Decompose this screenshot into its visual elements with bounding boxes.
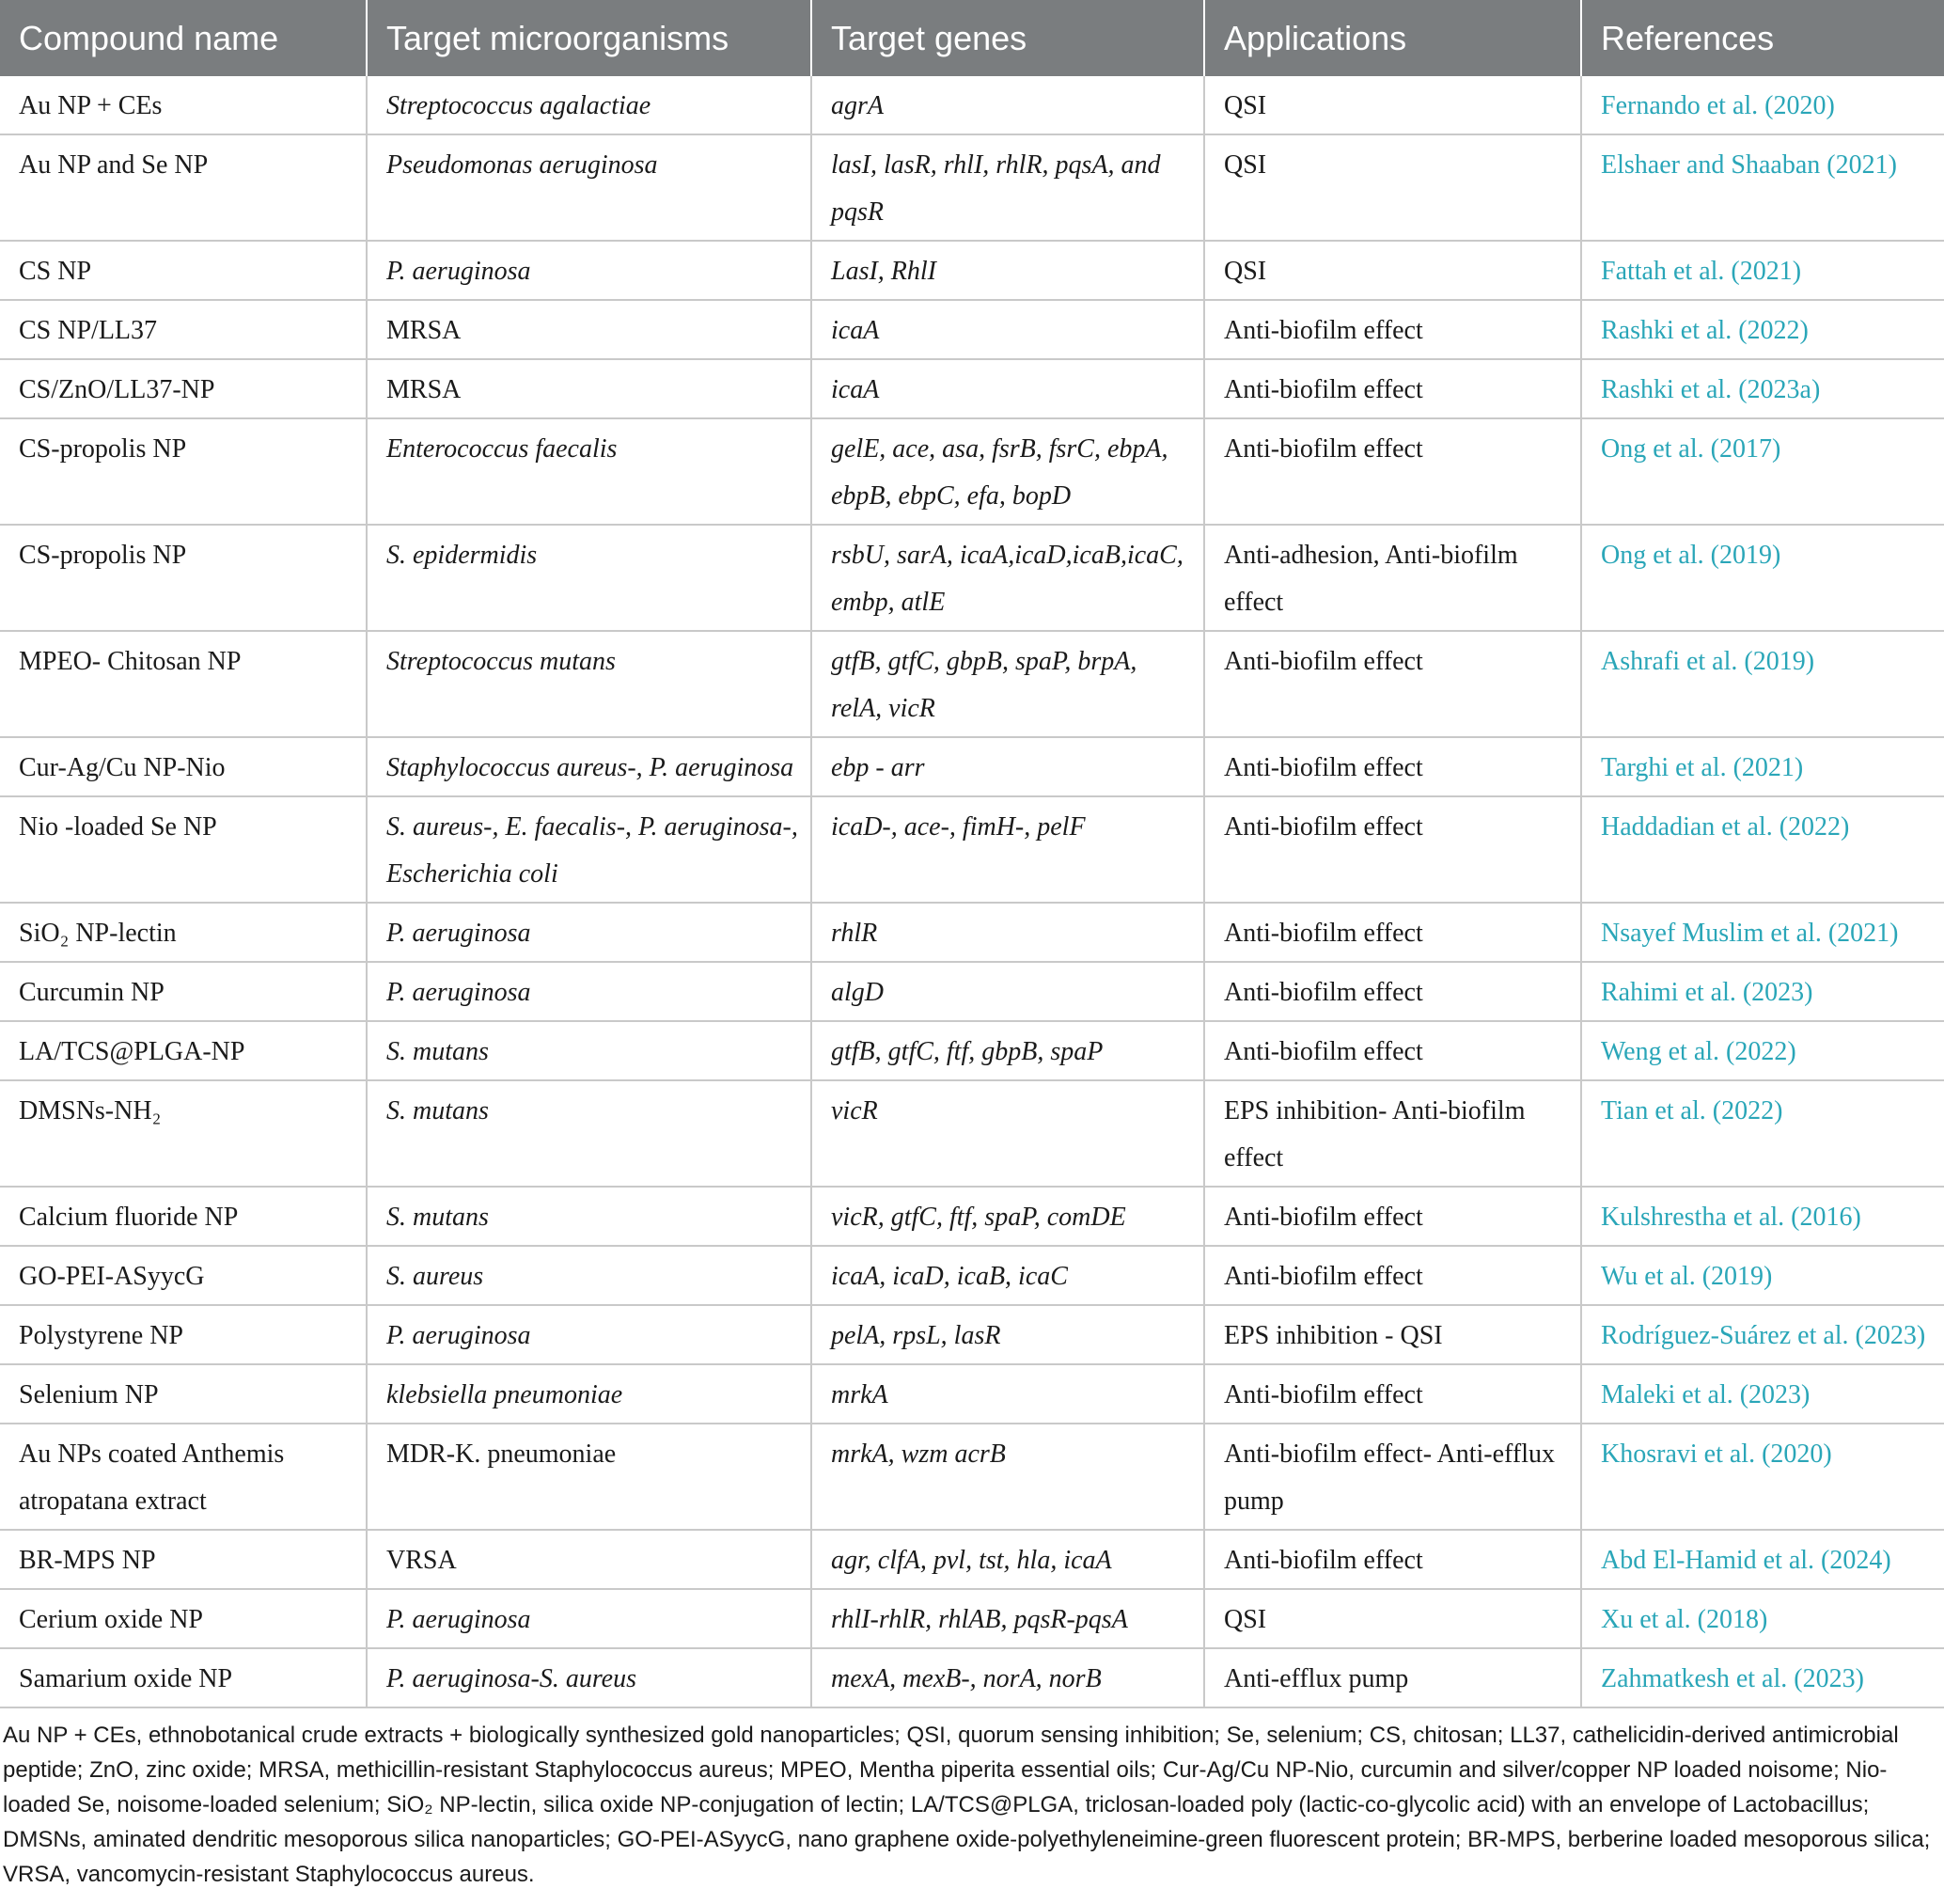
table-row bbox=[0, 525, 1944, 631]
cell-application: Anti-biofilm effect bbox=[1204, 1364, 1581, 1424]
table-row bbox=[0, 300, 1944, 359]
cell-compound: Samarium oxide NP bbox=[0, 1648, 367, 1707]
reference-link[interactable]: Weng et al. (2022) bbox=[1581, 1021, 1944, 1080]
reference-link[interactable]: Targhi et al. (2021) bbox=[1581, 737, 1944, 796]
cell-application: Anti-biofilm effect bbox=[1204, 796, 1581, 903]
cell-genes: icaA bbox=[811, 300, 1204, 359]
cell-application: QSI bbox=[1204, 241, 1581, 300]
table-row bbox=[0, 1187, 1944, 1246]
cell-organisms: S. aureus-, E. faecalis-, P. aeruginosa-, Escherichia coli bbox=[367, 796, 811, 903]
cell-organisms: Enterococcus faecalis bbox=[367, 418, 811, 525]
cell-application: Anti-biofilm effect bbox=[1204, 1246, 1581, 1305]
reference-link[interactable]: Rodríguez-Suárez et al. (2023) bbox=[1581, 1305, 1944, 1364]
cell-compound: BR-MPS NP bbox=[0, 1530, 367, 1589]
reference-link[interactable]: Haddadian et al. (2022) bbox=[1581, 796, 1944, 903]
cell-genes: icaD-, ace-, fimH-, pelF bbox=[811, 796, 1204, 903]
cell-genes: ebp - arr bbox=[811, 737, 1204, 796]
cell-genes: gelE, ace, asa, fsrB, fsrC, ebpA, ebpB, ebpC, efa, bopD bbox=[811, 418, 1204, 525]
header-compound: Compound name bbox=[0, 0, 367, 76]
cell-organisms: Streptococcus agalactiae bbox=[367, 76, 811, 134]
table-row bbox=[0, 1589, 1944, 1648]
cell-application: Anti-biofilm effect bbox=[1204, 1530, 1581, 1589]
table-row bbox=[0, 631, 1944, 737]
cell-organisms: MRSA bbox=[367, 359, 811, 418]
reference-link[interactable]: Rahimi et al. (2023) bbox=[1581, 962, 1944, 1021]
cell-genes: rhlR bbox=[811, 903, 1204, 962]
table-row bbox=[0, 903, 1944, 962]
cell-application: QSI bbox=[1204, 134, 1581, 241]
cell-organisms: S. mutans bbox=[367, 1187, 811, 1246]
reference-link[interactable]: Abd El-Hamid et al. (2024) bbox=[1581, 1530, 1944, 1589]
reference-link[interactable]: Maleki et al. (2023) bbox=[1581, 1364, 1944, 1424]
table-footnote: Au NP + CEs, ethnobotanical crude extracts + biologically synthesized gold nanoparticles; QSI, quorum sensing inhibition; Se, selenium; CS, chitosan; LL37, cathelicidin-derived antimicrobial peptide; ZnO, zinc oxide; MRSA, methicillin-resistant Staphylococcus aureus; MPEO, Mentha piperita essential oils; Cur-Ag/Cu NP-Nio, curcumin and silver/copper NP loaded noisome; Nio-loaded Se, noisome-loaded selenium; SiO₂ NP-lectin, silica oxide NP-conjugation of lectin; LA/TCS@PLGA, triclosan-loaded poly (lactic-co-glycolic acid) with an envelope of Lactobacillus; DMSNs, aminated dendritic mesoporous silica nanoparticles; GO-PEI-ASyycG, nano graphene oxide-polyethyleneimine-green fluorescent protein; BR-MPS, berberine loaded mesoporous silica; VRSA, vancomycin-resistant Staphylococcus aureus. bbox=[3, 1723, 1931, 1887]
cell-organisms: P. aeruginosa bbox=[367, 962, 811, 1021]
table-row bbox=[0, 1246, 1944, 1305]
cell-compound: Calcium fluoride NP bbox=[0, 1187, 367, 1246]
reference-link[interactable]: Nsayef Muslim et al. (2021) bbox=[1581, 903, 1944, 962]
table-row bbox=[0, 1530, 1944, 1589]
cell-genes: gtfB, gtfC, ftf, gbpB, spaP bbox=[811, 1021, 1204, 1080]
cell-application: Anti-biofilm effect bbox=[1204, 359, 1581, 418]
cell-genes: gtfB, gtfC, gbpB, spaP, brpA, relA, vicR bbox=[811, 631, 1204, 737]
cell-application: EPS inhibition - QSI bbox=[1204, 1305, 1581, 1364]
reference-link[interactable]: Kulshrestha et al. (2016) bbox=[1581, 1187, 1944, 1246]
cell-organisms: P. aeruginosa bbox=[367, 241, 811, 300]
cell-compound: Selenium NP bbox=[0, 1364, 367, 1424]
cell-compound: LA/TCS@PLGA-NP bbox=[0, 1021, 367, 1080]
cell-compound: Cerium oxide NP bbox=[0, 1589, 367, 1648]
cell-compound: Curcumin NP bbox=[0, 962, 367, 1021]
cell-application: Anti-biofilm effect bbox=[1204, 962, 1581, 1021]
cell-compound: Au NP and Se NP bbox=[0, 134, 367, 241]
cell-compound: MPEO- Chitosan NP bbox=[0, 631, 367, 737]
cell-genes: mrkA, wzm acrB bbox=[811, 1424, 1204, 1530]
table-row bbox=[0, 1305, 1944, 1364]
reference-link[interactable]: Khosravi et al. (2020) bbox=[1581, 1424, 1944, 1530]
cell-organisms: P. aeruginosa bbox=[367, 1589, 811, 1648]
cell-application: Anti-efflux pump bbox=[1204, 1648, 1581, 1707]
table-row bbox=[0, 1080, 1944, 1187]
table-row bbox=[0, 1364, 1944, 1424]
cell-genes: pelA, rpsL, lasR bbox=[811, 1305, 1204, 1364]
cell-organisms: S. mutans bbox=[367, 1021, 811, 1080]
cell-genes: agr, clfA, pvl, tst, hla, icaA bbox=[811, 1530, 1204, 1589]
table-row bbox=[0, 76, 1944, 134]
cell-compound: CS/ZnO/LL37-NP bbox=[0, 359, 367, 418]
cell-genes: algD bbox=[811, 962, 1204, 1021]
cell-compound: GO-PEI-ASyycG bbox=[0, 1246, 367, 1305]
reference-link[interactable]: Ong et al. (2017) bbox=[1581, 418, 1944, 525]
cell-application: QSI bbox=[1204, 1589, 1581, 1648]
reference-link[interactable]: Xu et al. (2018) bbox=[1581, 1589, 1944, 1648]
reference-link[interactable]: Fernando et al. (2020) bbox=[1581, 76, 1944, 134]
header-row bbox=[0, 0, 1944, 76]
cell-organisms: klebsiella pneumoniae bbox=[367, 1364, 811, 1424]
header-references: References bbox=[1581, 0, 1944, 76]
cell-genes: mrkA bbox=[811, 1364, 1204, 1424]
cell-genes: icaA bbox=[811, 359, 1204, 418]
reference-link[interactable]: Zahmatkesh et al. (2023) bbox=[1581, 1648, 1944, 1707]
reference-link[interactable]: Wu et al. (2019) bbox=[1581, 1246, 1944, 1305]
cell-genes: vicR, gtfC, ftf, spaP, comDE bbox=[811, 1187, 1204, 1246]
cell-genes: mexA, mexB-, norA, norB bbox=[811, 1648, 1204, 1707]
table-row bbox=[0, 737, 1944, 796]
cell-organisms: Staphylococcus aureus-, P. aeruginosa bbox=[367, 737, 811, 796]
cell-organisms: S. mutans bbox=[367, 1080, 811, 1187]
cell-organisms: Streptococcus mutans bbox=[367, 631, 811, 737]
cell-compound: Cur-Ag/Cu NP-Nio bbox=[0, 737, 367, 796]
header-genes: Target genes bbox=[811, 0, 1204, 76]
cell-organisms: P. aeruginosa bbox=[367, 903, 811, 962]
table-row bbox=[0, 241, 1944, 300]
cell-application: Anti-biofilm effect bbox=[1204, 737, 1581, 796]
table-row bbox=[0, 1424, 1944, 1530]
cell-compound: Nio -loaded Se NP bbox=[0, 796, 367, 903]
cell-genes: LasI, RhlI bbox=[811, 241, 1204, 300]
cell-application: Anti-biofilm effect bbox=[1204, 300, 1581, 359]
cell-genes: lasI, lasR, rhlI, rhlR, pqsA, and pqsR bbox=[811, 134, 1204, 241]
cell-organisms: MDR-K. pneumoniae bbox=[367, 1424, 811, 1530]
cell-organisms: P. aeruginosa-S. aureus bbox=[367, 1648, 811, 1707]
table-body bbox=[0, 76, 1944, 1707]
cell-compound: CS NP bbox=[0, 241, 367, 300]
table-row bbox=[0, 134, 1944, 241]
cell-genes: agrA bbox=[811, 76, 1204, 134]
header-applications: Applications bbox=[1204, 0, 1581, 76]
table-row bbox=[0, 962, 1944, 1021]
cell-application: Anti-biofilm effect bbox=[1204, 1187, 1581, 1246]
cell-application: QSI bbox=[1204, 76, 1581, 134]
reference-link[interactable]: Rashki et al. (2022) bbox=[1581, 300, 1944, 359]
cell-application: Anti-biofilm effect bbox=[1204, 418, 1581, 525]
reference-link[interactable]: Ashrafi et al. (2019) bbox=[1581, 631, 1944, 737]
reference-link[interactable]: Ong et al. (2019) bbox=[1581, 525, 1944, 631]
cell-genes: vicR bbox=[811, 1080, 1204, 1187]
cell-application: Anti-biofilm effect bbox=[1204, 1021, 1581, 1080]
table-row bbox=[0, 796, 1944, 903]
reference-link[interactable]: Fattah et al. (2021) bbox=[1581, 241, 1944, 300]
cell-compound: CS-propolis NP bbox=[0, 525, 367, 631]
table-row bbox=[0, 1021, 1944, 1080]
table-row bbox=[0, 418, 1944, 525]
cell-compound: Au NPs coated Anthemis atropatana extract bbox=[0, 1424, 367, 1530]
cell-application: Anti-biofilm effect- Anti-efflux pump bbox=[1204, 1424, 1581, 1530]
cell-application: Anti-biofilm effect bbox=[1204, 903, 1581, 962]
cell-compound: DMSNs-NH₂ bbox=[0, 1080, 367, 1187]
cell-application: Anti-adhesion, Anti-biofilm effect bbox=[1204, 525, 1581, 631]
cell-compound: SiO₂ NP-lectin bbox=[0, 903, 367, 962]
table-row bbox=[0, 1648, 1944, 1707]
cell-compound: CS-propolis NP bbox=[0, 418, 367, 525]
cell-organisms: P. aeruginosa bbox=[367, 1305, 811, 1364]
cell-compound: Au NP + CEs bbox=[0, 76, 367, 134]
reference-link[interactable]: Elshaer and Shaaban (2021) bbox=[1581, 134, 1944, 241]
cell-organisms: S. aureus bbox=[367, 1246, 811, 1305]
cell-genes: rsbU, sarA, icaA,icaD,icaB,icaC, embp, atlE bbox=[811, 525, 1204, 631]
cell-organisms: VRSA bbox=[367, 1530, 811, 1589]
reference-link[interactable]: Rashki et al. (2023a) bbox=[1581, 359, 1944, 418]
header-organisms: Target microorganisms bbox=[367, 0, 811, 76]
cell-compound: CS NP/LL37 bbox=[0, 300, 367, 359]
reference-link[interactable]: Tian et al. (2022) bbox=[1581, 1080, 1944, 1187]
cell-organisms: MRSA bbox=[367, 300, 811, 359]
cell-application: Anti-biofilm effect bbox=[1204, 631, 1581, 737]
cell-genes: rhlI-rhlR, rhlAB, pqsR-pqsA bbox=[811, 1589, 1204, 1648]
cell-application: EPS inhibition- Anti-biofilm effect bbox=[1204, 1080, 1581, 1187]
table-row bbox=[0, 359, 1944, 418]
cell-organisms: Pseudomonas aeruginosa bbox=[367, 134, 811, 241]
cell-genes: icaA, icaD, icaB, icaC bbox=[811, 1246, 1204, 1305]
cell-organisms: S. epidermidis bbox=[367, 525, 811, 631]
cell-compound: Polystyrene NP bbox=[0, 1305, 367, 1364]
